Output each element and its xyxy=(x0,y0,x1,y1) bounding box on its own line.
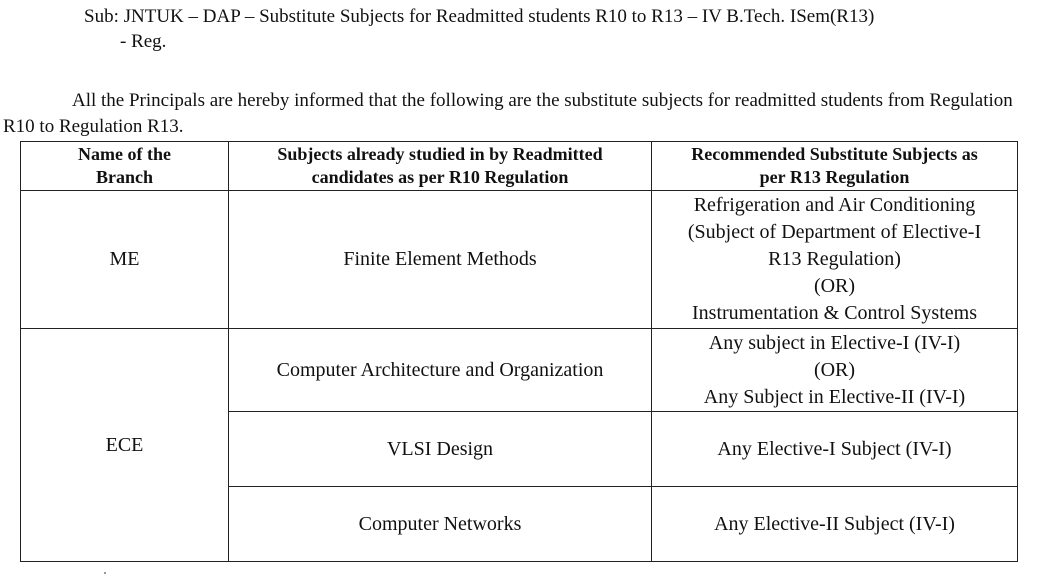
r10-subject-cell: Computer Architecture and Organization xyxy=(229,329,652,412)
substitute-line: Refrigeration and Air Conditioning xyxy=(693,194,976,216)
subject-line: Sub: JNTUK – DAP – Substitute Subjects for Readmitted students R10 to R13 – IV B.Tech. ISem(R13) xyxy=(84,6,875,27)
header-r13-line: Recommended Substitute Subjects as xyxy=(691,144,978,164)
substitute-line: R13 Regulation) xyxy=(768,248,901,270)
substitute-line: Any Elective-I Subject (IV-I) xyxy=(717,437,952,460)
r10-subject-cell: Finite Element Methods xyxy=(229,191,652,329)
substitute-line: (OR) xyxy=(813,275,856,297)
body-paragraph: All the Principals are hereby informed that the following are the substitute subjects for readmitted students from Regulation R10 to Regulation R13. xyxy=(3,90,1013,137)
scan-speck xyxy=(104,572,106,574)
table-row xyxy=(21,191,1018,329)
substitute-line: Any Elective-II Subject (IV-I) xyxy=(714,512,955,535)
substitute-line: (Subject of Department of Elective-I xyxy=(687,221,982,243)
branch-cell: ME xyxy=(21,191,229,329)
subject-line-continuation: - Reg. xyxy=(120,31,167,52)
header-branch xyxy=(21,142,229,191)
substitute-subjects-table xyxy=(20,141,1018,562)
header-r10-line: Subjects already studied in by Readmitted xyxy=(277,144,603,164)
header-branch-line: Name of the xyxy=(78,144,171,164)
r13-substitute-cell xyxy=(652,412,1018,487)
r10-subject-cell: Computer Networks xyxy=(229,487,652,562)
r13-substitute-cell xyxy=(652,487,1018,562)
table-header-row xyxy=(21,142,1018,191)
header-branch-line: Branch xyxy=(95,167,153,187)
table-row xyxy=(21,329,1018,412)
r10-subject-cell: VLSI Design xyxy=(229,412,652,487)
r13-substitute-cell xyxy=(652,329,1018,412)
substitute-line: Instrumentation & Control Systems xyxy=(692,302,977,324)
branch-cell: ECE xyxy=(21,329,229,562)
r13-substitute-cell xyxy=(652,191,1018,329)
substitute-line: (OR) xyxy=(813,358,856,381)
header-r10-line: candidates as per R10 Regulation xyxy=(311,167,569,187)
header-r13-substitutes xyxy=(652,142,1018,191)
substitute-line: Any subject in Elective-I (IV-I) xyxy=(708,331,961,354)
header-r10-subjects xyxy=(229,142,652,191)
substitute-line: Any Subject in Elective-II (IV-I) xyxy=(703,385,966,408)
header-r13-line: per R13 Regulation xyxy=(759,167,910,187)
